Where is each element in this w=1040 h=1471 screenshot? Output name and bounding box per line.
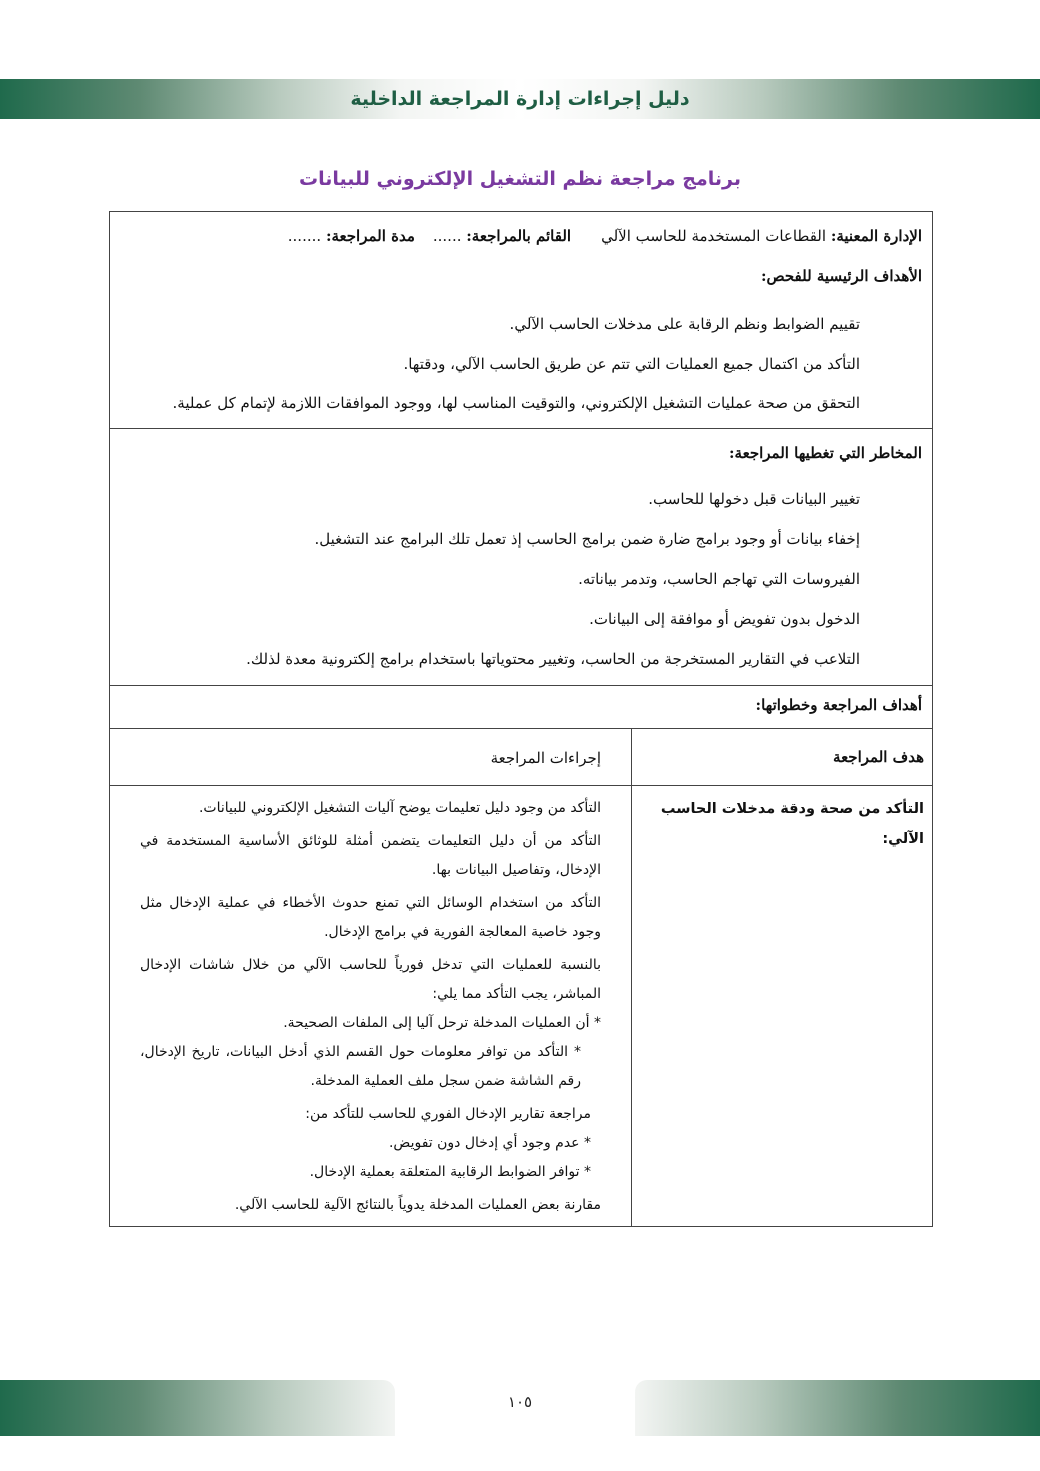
procedure-subitem: * عدم وجود أي إدخال دون تفويض. [388,1135,591,1151]
column-header-procedures: إجراءات المراجعة [110,729,632,786]
procedure-item: مقارنة بعض العمليات المدخلة يدوياً بالنتائج الآلية للحاسب الآلي. [234,1197,601,1213]
header-band [0,79,1040,119]
procedures-cell [110,786,632,1227]
duration-value: ....... [287,227,322,245]
auditor-value: ...... [432,227,462,245]
procedure-item: التأكد من استخدام الوسائل التي تمنع حدوث الأخطاء في عملية الإدخال مثل وجود خاصية المعالجة الفورية في برامج الإدخال. [140,895,601,940]
procedure-subitem: * أن العمليات المدخلة ترحل آليا إلى الملفات الصحيحة. [283,1015,601,1031]
objective-item: تقييم الضوابط ونظم الرقابة على مدخلات الحاسب الآلي. [509,315,860,333]
objectives-section [110,212,932,429]
running-header-title: دليل إجراءات إدارة المراجعة الداخلية [350,88,690,110]
procedure-item: بالنسبة للعمليات التي تدخل فورياً للحاسب الآلي من خلال شاشات الإدخال المباشر، يجب التأكد مما يلي: [140,957,601,1002]
procedure-item: التأكد من وجود دليل تعليمات يوضح آليات التشغيل الإلكتروني للبيانات. [198,800,601,816]
objective-item: التحقق من صحة عمليات التشغيل الإلكتروني، والتوقيت المناسب لها، ووجود الموافقات اللازمة لإتمام كل عملية. [172,394,860,412]
page-number: ١٠٥ [507,1393,533,1411]
steps-table [109,728,933,1227]
procedure-item: التأكد من أن دليل التعليمات يتضمن أمثلة للوثائق الأساسية المستخدمة في الإدخال، وتفاصيل البيانات بها. [140,833,601,878]
procedure-subitem: * التأكد من توافر معلومات حول القسم الذي أدخل البيانات، تاريخ الإدخال، رقم الشاشة ضمن سجل ملف العملية المدخلة. [140,1044,581,1089]
steps-heading: أهداف المراجعة وخطواتها: [755,696,922,714]
risk-item: الفيروسات التي تهاجم الحاسب، وتدمر بياناته. [578,570,860,588]
steps-table-header [110,729,933,786]
document-title: برنامج مراجعة نظم التشغيل الإلكتروني للبيانات [299,168,741,190]
risk-item: تغيير البيانات قبل دخولها للحاسب. [648,490,860,508]
procedure-item: مراجعة تقارير الإدخال الفوري للحاسب للتأكد من: [305,1106,591,1122]
risks-section [110,429,932,686]
risk-item: إخفاء بيانات أو وجود برامج ضارة ضمن برامج الحاسب إذ تعمل تلك البرامج عند التشغيل. [314,530,860,548]
risks-heading: المخاطر التي تغطيها المراجعة: [729,444,922,462]
department-value: القطاعات المستخدمة للحاسب الآلي [601,227,827,245]
table-row [110,786,933,1227]
goal-cell [632,786,933,1227]
steps-heading-section [110,686,932,729]
objective-item: التأكد من اكتمال جميع العمليات التي تتم عن طريق الحاسب الآلي، ودقتها. [403,355,860,373]
department-label: الإدارة المعنية: [830,227,922,245]
meta-row [120,216,922,256]
auditor-label: القائم بالمراجعة: [466,227,572,245]
duration-label: مدة المراجعة: [325,227,415,245]
column-header-goal: هدف المراجعة [632,729,933,786]
procedure-subitem: * توافر الضوابط الرقابية المتعلقة بعملية الإدخال. [309,1164,591,1180]
risk-item: التلاعب في التقارير المستخرجة من الحاسب، وتغيير محتوياتها باستخدام برامج إلكترونية معدة لذلك. [246,650,860,668]
audit-program-table [109,211,933,1227]
objectives-heading: الأهداف الرئيسية للفحص: [760,267,922,285]
goal-text: التأكد من صحة ودقة مدخلات الحاسب الآلي: [660,801,924,847]
risk-item: الدخول بدون تفويض أو موافقة إلى البيانات. [589,610,860,628]
